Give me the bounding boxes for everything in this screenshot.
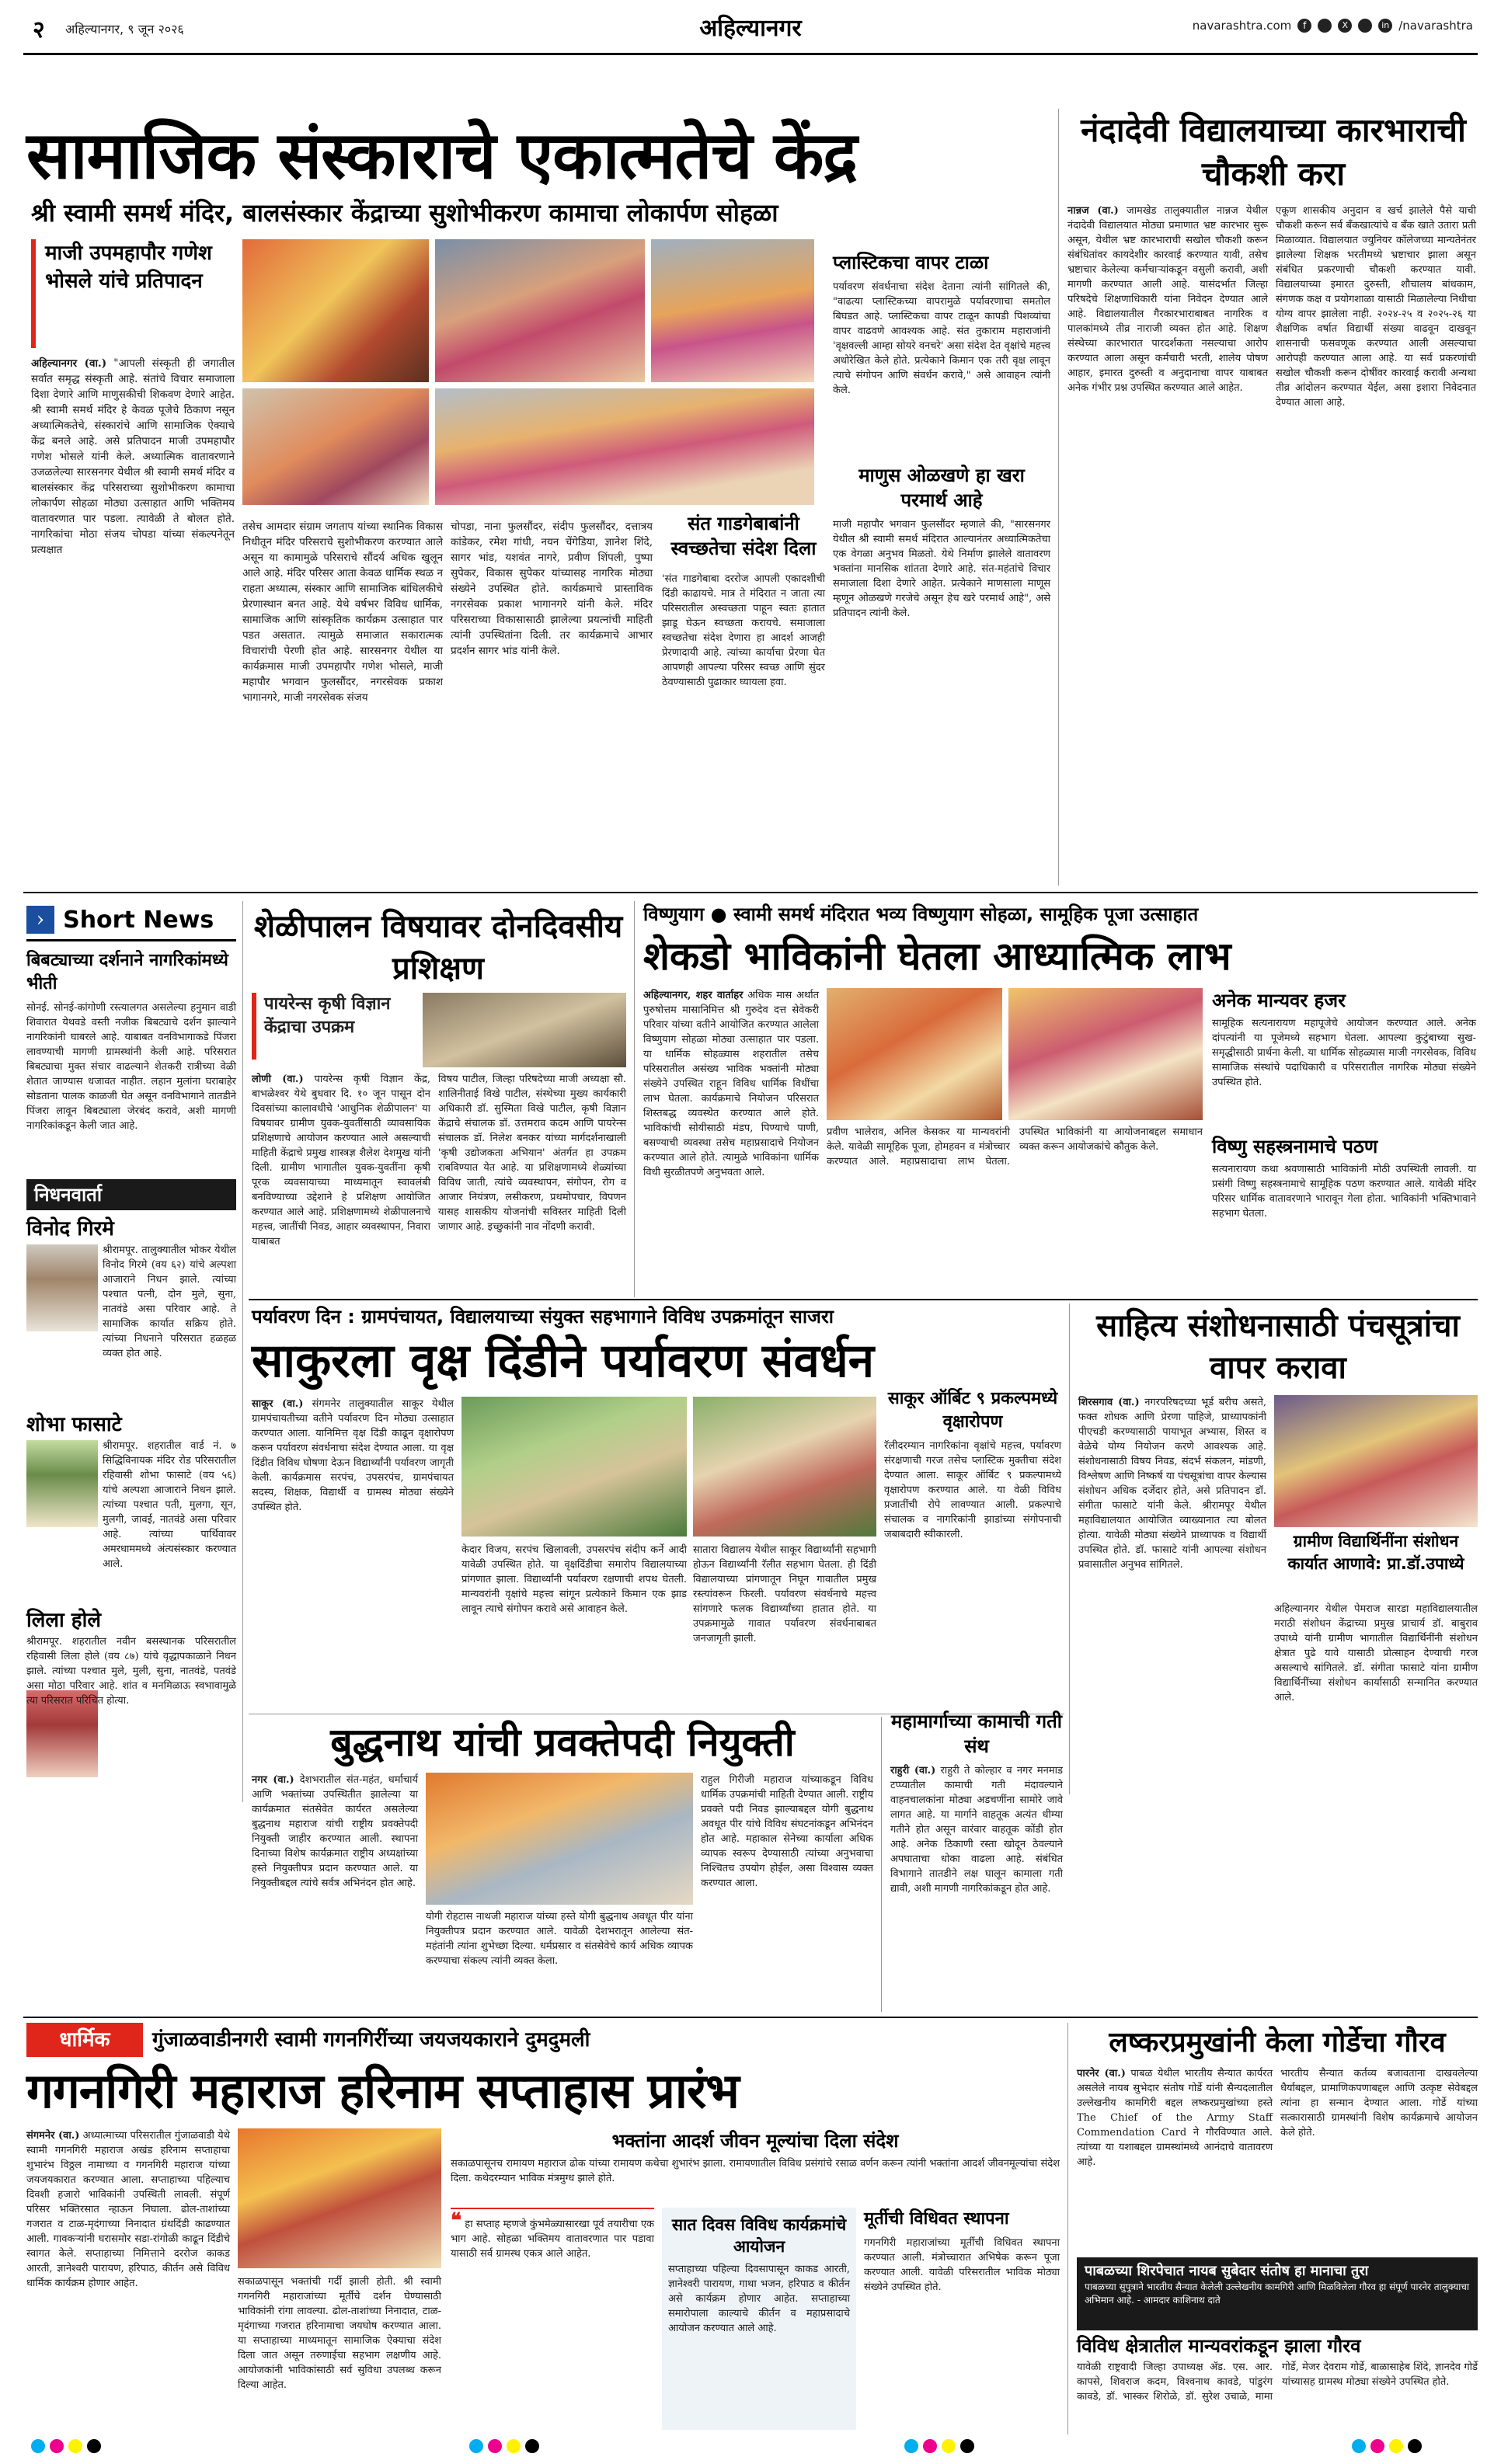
obit-body-1: श्रीरामपूर. तालुक्यातील भोकर येथील विनोद गिरमे (वय ६२) यांचे अल्पशा आजाराने निधन झाले. त्यांच्या पश्चात पत्नी, दोन मुले, सुना, नातवंडे असा परिवार आहे. ते सामाजिक कार्यात सक्रिय होते. त्यांच्या निधनाने परिसरात हळहळ व्यक्त होत आहे.	[103, 1244, 236, 1359]
lead-photo-crowd-4	[435, 388, 814, 505]
lead-photo-crowd-1	[435, 239, 645, 382]
sant-headline: संत गाडगेबाबांनी स्वच्छतेचा संदेश दिला	[670, 513, 817, 559]
site-link[interactable]: navarashtra.com	[1192, 19, 1292, 33]
registration-marks-mid	[904, 2439, 1013, 2458]
dharmik-quote: ❝ हा सप्ताह म्हणजे कुंभमेळ्यासारखा पूर्व तयारीचा एक भाग आहे. सोहळा भक्तिमय वातावरणात पार पडावा यासाठी सर्व ग्रामस्थ एकत्र आले आहेत.	[451, 2208, 654, 2430]
lead-subhead: श्री स्वामी समर्थ मंदिर, बालसंस्कार केंद्राच्या सुशोभीकरण कामाचा लोकार्पण सोहळा	[31, 198, 778, 228]
vividh-headline: विविध क्षेत्रातील मान्यवरांकडून झाला गौरव	[1077, 2335, 1361, 2357]
army-column-1: पारनेर (वा.) पाबळ येथील भारतीय सैन्यात कार्यरत असलेले नायब सुभेदार संतोष गोर्डे यांनी सैन्यदलातील उल्लेखनीय कामगिरी बद्दल लष्करप्रमुखांच्या हस्ते The Chief of the Army Staff Commendation Card ने गौरविण्यात आले. त्यांच्या या यशाबद्दल ग्रामस्थांमध्ये आनंदाचे वातावरण आहे.	[1077, 2068, 1273, 2168]
dharmik-kicker: गुंजाळवाडीनगरी स्वामी गगनगिरींच्या जयजयकाराने दुमदुमली	[152, 2028, 590, 2052]
sheli-headline: शेळीपालन विषयावर दोनदिवसीय प्रशिक्षण	[253, 909, 623, 987]
bhakta-headline: भक्तांना आदर्श जीवन मूल्यांचा दिला संदेश	[611, 2130, 899, 2152]
env-column-2: केदार विजय, सरपंच खिलावली, उपसरपंच संदीप कर्ने आदी यावेळी उपस्थित होते. या वृक्षदिंडीचा समारोप विद्यालयाच्या प्रांगणात झाला. विद्यार्थ्यांनी पर्यावरण रक्षणाची शपथ घेतली. मान्यवरांनी वृक्षांचे महत्त्व सांगून प्रत्येकाने किमान एक झाड लावून त्याचे संगोपन करावे असे आवाहन केले.	[461, 1544, 687, 1615]
vividh-body: यावेळी राष्ट्रवादी जिल्हा उपाध्यक्ष ॲड. एस. आर. कापसे, शिवराज कदम, विश्वनाथ कावडे, पांडुरंग कावडे, डॉ. भास्कर शिरोळे, डॉ. सुरेश उचाळे, मामा गोर्डे, मेजर देवराम गोर्डे, बाळासाहेब शिंदे, ज्ञानदेव गोर्डे यांच्यासह ग्रामस्थ मोठ्या संख्येने उपस्थित होते.	[1077, 2361, 1478, 2403]
env-column-3: सातारा विद्यालय येथील साकूर विद्यार्थ्यांनी सहभागी होऊन विद्यार्थ्यांनी रॅलीत सहभाग घेतला. ही दिंडी विद्यालयाच्या प्रांगणातून निघून गावातील प्रमुख रस्त्यांवरून फिरली. पर्यावरण संवर्धनाचे महत्त्व सांगणारे फलक विद्यार्थ्यांच्या हातात होते. या उपक्रमामुळे गावात पर्यावरण संवर्धनाबाबत जनजागृती झाली.	[693, 1544, 876, 1644]
bhakta-body: सकाळपासूनच रामायण महाराज ढोक यांच्या रामायण कथेचा शुभारंभ झाला. रामायणातील विविध प्रसंगांचे रसाळ वर्णन करून त्यांनी भक्तांना आदर्श जीवनमूल्यांचा संदेश दिला. कथेदरम्यान भाविक मंत्रमुग्ध झाले होते.	[451, 2158, 1060, 2184]
social-handle[interactable]: /navarashtra	[1398, 19, 1473, 33]
saat-box: सात दिवस विविध कार्यक्रमांचे आयोजन सप्ताहाच्या पहिल्या दिवसापासून काकड आरती, ज्ञानेश्वरी पारायण, गाथा भजन, हरिपाठ व कीर्तन असे कार्यक्रम होणार आहेत. सप्ताहाच्या समारोपाला काल्याचे कीर्तन व महाप्रसादाचे आयोजन करण्यात आले आहे.	[662, 2208, 856, 2430]
obit-body-3-cont	[103, 1690, 236, 1768]
dharmik-headline: गगनगिरी महाराज हरिनाम सप्ताहास प्रारंभ	[26, 2062, 739, 2119]
vishnu-column-1: अहिल्यानगर, शहर वार्ताहर अधिक मास अर्थात पुरुषोत्तम मासानिमित्त श्री गुरुदेव दत्त सेवेकरी परिवार यांच्या वतीने आयोजित करण्यात आलेला विष्णुयाग सोहळा मोठ्या उत्साहात पार पडला. या धार्मिक सोहळ्यास शहरातील तसेच परिसरातील असंख्य भाविक भक्तांनी मोठ्या संख्येने उपस्थित राहून विविध धार्मिक विधींचा लाभ घेतला. कार्यक्रमाचे नियोजन परिसरात शिस्तबद्ध व्यवस्थेत करण्यात आले होते. भाविकांची सोयीसाठी मंडप, पिण्याचे पाणी, बसण्याची व्यवस्था तसेच महाप्रसादाचे नियोजन करण्यात आले होते. त्यामुळे भाविकांना धार्मिक विधी सुरळीतपणे अनुभवता आले.	[643, 990, 819, 1178]
edition-title: अहिल्यानगर	[699, 15, 802, 42]
nanda-column-1: नान्नज (वा.) जामखेड तालुक्यातील नान्नज येथील नंदादेवी विद्यालयात मोठ्या प्रमाणात भ्रष्ट कारभार सुरू असून, येथील भ्रष्ट कारभाराची सखोल चौकशी करून संबंधितांवर कायदेशीर कारवाई करण्यात यावी, तसेच भ्रष्टाचार केलेल्या कर्मचाऱ्यांकडून वसुली करावी, अशी मागणी करण्यात आली आहे. यासंदर्भात जिल्हा परिषदेचे शिक्षणाधिकारी यांना निवेदन देण्यात आले आहे. विद्यालयातील गैरकारभाराबाबत नागरिक व पालकांमध्ये तीव्र नाराजी व्यक्त होत आहे. शिक्षण संस्थेच्या कारभारात पारदर्शकता नसल्याचा आरोप करण्यात आला असून कर्मचारी भरती, शालेय पोषण आहार, इमारत दुरुस्ती व अनुदानाचा वापर याबाबत अनेक गंभीर प्रश्न उपस्थित करण्यात आले आहेत.	[1067, 205, 1268, 394]
env-kicker: पर्यावरण दिन : ग्रामपंचायत, विद्यालयाच्या संयुक्त सहभागाने विविध उपक्रमांतून साजरा	[252, 1306, 834, 1328]
env-side-body: रॅलीदरम्यान नागरिकांना वृक्षांचे महत्त्व, पर्यावरण संरक्षणाची गरज तसेच प्लास्टिक मुक्तीचा संदेश देण्यात आला. साकूर ऑर्बिट ९ प्रकल्पामध्ये वृक्षारोपण करण्यात आले. या वेळी विविध प्रजातींची रोपे लावण्यात आली. प्रकल्पाचे संचालक व नागरिकांनी झाडांच्या संगोपनाची जबाबदारी स्वीकारली.	[884, 1440, 1061, 1540]
buddha-photo	[426, 1773, 693, 1905]
sahitya-photo	[1274, 1395, 1478, 1527]
quote-icon: ❝	[451, 2209, 461, 2233]
obits-label: निधनवार्ता	[26, 1179, 236, 1210]
sant-body: 'संत गाडगेबाबा दररोज आपली एकादशीची दिंडी काढायचे. मात्र ते मंदिरात न जाता त्या परिसरातील अस्वच्छता पाहून स्वतः हातात झाडू घेऊन स्वच्छता करायचे. समाजाला स्वच्छतेचा संदेश देणारा हा आदर्श आजही प्रेरणादायी आहे. त्यांच्या कार्याचा प्रेरणा घेत आपणही आपल्या परिसर स्वच्छ आणि सुंदर ठेवण्यासाठी पुढाकार घ्यायला हवा.	[662, 573, 825, 688]
lead-photo-temple	[242, 239, 429, 382]
registration-marks-right	[1352, 2439, 1461, 2458]
buddha-column-3: राहुल गिरीजी महाराज यांच्याकडून विविध धार्मिक उपक्रमांची माहिती देण्यात आली. राष्ट्रीय प्रवक्ते पदी निवड झाल्याबद्दल योगी बुद्धनाथ अवधूत पीर यांचे विविध संघटनांकडून अभिनंदन होत आहे. महाकाल सेनेच्या कार्याला अधिक व्यापक स्वरूप देण्यासाठी त्यांच्या अनुभवाचा निश्चितच उपयोग होईल, असा विश्वास व्यक्त करण्यात आला.	[701, 1774, 873, 1889]
plastic-headline: प्लास्टिकचा वापर टाळा	[833, 252, 989, 273]
lead-side-title: माजी उपमहापौर गणेश भोसले यांचे प्रतिपादन	[31, 239, 230, 348]
page-date: अहिल्यानगर, ९ जून २०२६	[65, 22, 184, 37]
facebook-icon[interactable]: f	[1297, 19, 1311, 33]
sheli-kicker: पायरेन्स कृषी विज्ञान केंद्राचा उपक्रम	[252, 993, 415, 1060]
sahitya-award-headline: ग्रामीण विद्यार्थिनींना संशोधन कार्यात आणावे: प्रा.डॉ.उपाध्ये	[1287, 1532, 1464, 1573]
registration-marks-left	[31, 2439, 140, 2458]
page-header	[0, 0, 1501, 54]
registration-marks-center	[469, 2439, 578, 2458]
short-news-title: बिबट्याच्या दर्शनाने नागरिकांमध्ये भीती	[26, 951, 228, 994]
short-news-label: › Short News	[26, 906, 236, 941]
obit-body-3: श्रीरामपूर. शहरातील नवीन बसस्थानक परिसरातील रहिवासी लिला होले (वय ८७) यांचे वृद्धापकाळाने निधन झाले. त्यांच्या पश्चात मुले, मुली, सुना, नातवंडे, पतवंडे असा मोठा परिवार आहे. शांत व मनमिळाऊ स्वभावामुळे त्या परिसरात परिचित होत्या.	[26, 1636, 236, 1707]
dharmik-tag: धार्मिक	[26, 2023, 143, 2057]
manus-headline: माणुस ओळखणे हा खरा परमार्थ आहे	[858, 465, 1025, 511]
obit-photo-1	[26, 1244, 98, 1331]
nanda-column-2: एकूण शासकीय अनुदान व खर्च झालेले पैसे याची चौकशी करून सर्व बँकखात्यांचे व बँक खाते उतारा प्रती मिळाव्यात. विद्यालयात ज्युनियर कॉलेजच्या मान्यतेनंतर झालेल्या शिक्षक भरतीमध्ये भ्रष्टाचार झाला असून संबंधित प्रकरणाची चौकशी करण्यात यावी. विद्यालयाच्या इमारत दुरुस्ती, शौचालय बांधकाम, संगणक कक्ष व प्रयोगशाळा यासाठी मिळालेल्या निधीचा योग्य वापर झालेला नाही. २०२४-२५ व २०२५-२६ या शैक्षणिक वर्षात विद्यार्थी संख्या वाढवून दाखवून शासनाची फसवणूक करण्यात आली असल्याचा आरोपही करण्यात आला आहे. या सर्व प्रकरणांची सखोल चौकशी करून दोषींवर कारवाई करावी अन्यथा तीव्र आंदोलन करण्यात येईल, असा इशारा निवेदनात देण्यात आला आहे.	[1276, 205, 1476, 409]
lead-column-3: चोपडा, नाना फुलसौंदर, संदीप फुलसौंदर, दत्तात्रय कांडेकर, रमेश गांधी, नयन चेंगेडिया, ज्ञानेश शिंदे, सागर भांड, यशवंत नागरे, प्रवीण शिंपली, पुष्पा सुपेकर, विकास सुपेकर यांच्यासह नागरिक मोठ्या संख्येने उपस्थित होते. कार्यक्रमाचे प्रास्ताविक नगरसेवक प्रकाश भागानगरे यांनी केले. मंदिर परिसराच्या विकासासाठी झालेल्या प्रयत्नांची माहिती त्यांनी उपस्थितांना दिली. तर कार्यक्रमाचे आभार प्रदर्शन सागर भांड यांनी केले.	[451, 520, 653, 657]
lead-headline: सामाजिक संस्काराचे एकात्मतेचे केंद्र	[26, 117, 857, 193]
manus-body: माजी महापौर भगवान फुलसौंदर म्हणाले की, "सारसनगर येथील श्री स्वामी समर्थ मंदिरात आल्यानंतर अध्यात्मिकतेचा एक वेगळा अनुभव मिळतो. येथे निर्माण झालेले वातावरण भक्तांना मानसिक शांतता देणारे आहे. संत-महंतांचे विचार समाजाला दिशा देणारे आहेत. प्रत्येकाने माणसाला माणूस म्हणून ओळखणे गरजेचे असून हेच खरे परमार्थ आहे", असे प्रतिपादन त्यांनी केले.	[833, 519, 1050, 619]
vishnu-guests-body: सामूहिक सत्यनारायण महापूजेचे आयोजन करण्यात आले. अनेक दांपत्यांनी या पूजेमध्ये सहभाग घेतला. आपल्या कुटुंबाच्या सुख-समृद्धीसाठी प्रार्थना केली. या धार्मिक सोहळ्यास माजी नगरसेवक, विविध सामाजिक संस्थांचे पदाधिकारी व परिसरातील नागरिक मोठ्या संख्येने उपस्थित होते.	[1212, 1018, 1476, 1088]
highway-body: राहुरी (वा.) राहुरी ते कोल्हार व नगर मनमाड टप्प्यातील कामाची गती मंदावल्याने वाहनचालकांना मोठ्या अडचणींना सामोरे जावे लागत आहे. या मार्गाने वाहतूक अत्यंत धीम्या गतीने होत असून वारंवार वाहतूक कोंडी होत आहे. अनेक ठिकाणी रस्ता खोदून ठेवल्याने अपघाताचा धोका वाढला आहे. संबंधित विभागाने तातडीने लक्ष घालून कामाला गती द्यावी, अशी मागणी नागरिकांकडून होत आहे.	[890, 1765, 1063, 1895]
obit-name-3: लिला होले	[26, 1609, 101, 1632]
short-news-list	[26, 949, 236, 1175]
dharmik-column-1: संगमनेर (वा.) अध्यात्माच्या परिसरातील गुंजाळवाडी येथे स्वामी गगनगिरी महाराज अखंड हरिनाम सप्ताहाचा शुभारंभ विठ्ठल नामाच्या व गगनगिरी महाराज यांच्या जयजयकारात करण्यात आला. सप्ताहाच्या पहिल्याच दिवशी हजारो भाविकांनी उपस्थिती लावली. संपूर्ण परिसर भक्तिरसात न्हाऊन निघाला. ढोल-ताशांच्या गजरात व टाळ-मृदंगाच्या निनादात ग्रंथदिंडी काढण्यात आली. गावकऱ्यांनी घरासमोर सडा-रांगोळी काढून दिंडीचे स्वागत केले. सप्ताहाच्या निमित्ताने दररोज काकड आरती, ज्ञानेश्वरी पारायण, हरिपाठ, कीर्तन असे विविध धार्मिक कार्यक्रम होणार आहेत.	[26, 2130, 230, 2289]
obit-name-1: विनोद गिरमे	[26, 1217, 114, 1241]
sheli-photo	[423, 993, 626, 1067]
murti-headline: मूर्तीची विधिवत स्थापना	[864, 2209, 1009, 2229]
env-headline: साकुरला वृक्ष दिंडीने पर्यावरण संवर्धन	[252, 1334, 875, 1388]
vishnu-sahasra-headline: विष्णु सहस्त्रनामाचे पठण	[1212, 1136, 1378, 1157]
env-column-1: साकूर (वा.) संगमनेर तालुक्यातील साकूर येथील ग्रामपंचायतीच्या वतीने पर्यावरण दिन मोठ्या उत्साहात करण्यात आला. यानिमित्त वृक्ष दिंडी काढून वृक्षारोपण करून पर्यावरण संवर्धनाचा संदेश देण्यात आला. या वृक्ष दिंडीत विविध घोषणा देऊन विद्यार्थ्यांनी पर्यावरण जागृती केली. कार्यक्रमास सरपंच, उपसरपंच, ग्रामपंचायत सदस्य, शिक्षक, विद्यार्थी व ग्रामस्थ मोठ्या संख्येने उपस्थित होते.	[252, 1398, 454, 1513]
buddha-headline: बुद्धनाथ यांची प्रवक्तेपदी नियुक्ती	[330, 1720, 795, 1765]
vishnu-photo-1	[827, 988, 1002, 1120]
x-icon[interactable]: X	[1338, 19, 1352, 33]
murti-body: गगनगिरी महाराजांच्या मूर्तीची विधिवत स्थापना करण्यात आली. मंत्रोच्चारात अभिषेक करून पूजा करण्यात आली. यावेळी परिसरातील भाविक मोठ्या संख्येने उपस्थित होते.	[864, 2237, 1060, 2293]
lead-column-2: तसेच आमदार संग्राम जगताप यांच्या स्थानिक विकास निधीतून मंदिर परिसराचे सुशोभीकरण करण्यात आले असून या कामामुळे परिसराचे सौंदर्य अधिक खुलून आले आहे. मंदिर परिसर आता केवळ धार्मिक स्थळ न राहता अध्यात्म, संस्कार आणि सामाजिक बांधिलकीचे प्रेरणास्थान बनत आहे. येथे वर्षभर विविध धार्मिक, सामाजिक आणि सांस्कृतिक कार्यक्रम उत्साहात पार पडत असतात. त्यामुळे समाजात सकारात्मक विचारांची पेरणी होत आहे. सारसनगर येथील या कार्यक्रमास माजी उपमहापौर गणेश भोसले, माजी महापौर भगवान फुलसौंदर, नगरसेवक प्रकाश भागानगरे, माजी नगरसेवक संजय	[242, 520, 443, 704]
env-photo-1	[461, 1397, 687, 1537]
page-number: २	[33, 16, 45, 44]
vishnu-sahasra-body: सत्यनारायण कथा श्रवणासाठी भाविकांनी मोठी उपस्थिती लावली. या प्रसंगी विष्णु सहस्त्रनामाचे सामूहिक पठण करण्यात आले. यावेळी मंदिर परिसर धार्मिक वातावरणाने भारावून गेला होता. भाविकांनी भक्तिभावाने सहभाग घेतला.	[1212, 1164, 1476, 1220]
dharmik-column-2: सकाळपासून भक्तांची गर्दी झाली होती. श्री स्वामी गगनगिरी महाराजांच्या मूर्तीचे दर्शन घेण्यासाठी भाविकांनी रांगा लावल्या. ढोल-ताशांच्या निनादात, टाळ-मृदंगाच्या गजरात हरिनामाचा जयघोष करण्यात आला. या सप्ताहाच्या माध्यमातून सामाजिक ऐक्याचा संदेश दिला जात असून तरुणाईचा सहभाग लक्षणीय आहे. आयोजकांनी भाविकांसाठी सर्व सुविधा उपलब्ध करून दिल्या आहेत.	[238, 2276, 441, 2391]
army-caption-box: पाबळच्या शिरपेचात नायब सुबेदार संतोष हा मानाचा तुरा पाबळच्या सुपुत्राने भारतीय सैन्यात केलेली उल्लेखनीय कामगिरी आणि मिळविलेला गौरव हा संपूर्ण पारनेर तालुक्याचा अभिमान आहे. - आमदार काशिनाथ दाते	[1077, 2257, 1478, 2330]
buddha-column-2: योगी रोहटास नाथजी महाराज यांच्या हस्ते योगी बुद्धनाथ अवधूत पीर यांना नियुक्तीपत्र प्रदान करण्यात आले. यावेळी देशभरातून आलेल्या संत-महंतांनी त्यांना शुभेच्छा दिल्या. धर्मप्रसार व संतसेवेचे कार्य अधिक व्यापक करण्याचा संकल्प त्यांनी व्यक्त केला.	[426, 1911, 693, 1967]
obit-body-2: श्रीरामपूर. शहरातील वार्ड नं. ७ सिद्धिविनायक मंदिर रोड परिसरातील रहिवासी शोभा फासाटे (वय ५६) यांचे अल्पशा आजाराने निधन झाले. त्यांच्या पश्चात पती, मुलगा, सून, मुलगी, जावई, नातवंडे असा परिवार आहे. त्यांच्या पार्थिवावर अमरधाममध्ये अंत्यसंस्कार करण्यात आले.	[103, 1440, 236, 1570]
env-side-headline: साकूर ऑर्बिट ९ प्रकल्पमध्ये वृक्षारोपण	[887, 1389, 1058, 1432]
lead-photo-crowd-2	[651, 239, 814, 382]
obit-name-2: शोभा फासाटे	[26, 1413, 122, 1436]
army-headline: लष्करप्रमुखांनी केला गोर्डेचा गौरव	[1109, 2027, 1446, 2059]
vishnu-guests-headline: अनेक मान्यवर हजर	[1212, 990, 1346, 1011]
vishnu-headline: शेकडो भाविकांनी घेतला आध्यात्मिक लाभ	[643, 934, 1231, 979]
lead-photo-crowd-3	[242, 388, 429, 505]
sahitya-body: शिरसगाव (वा.) नगरपरिषदच्या भूर्ड बरीच असते, फक्त शोधक आणि प्रेरणा पाहिजे, प्राध्यापकांनी पीएचडी करण्यासाठी पायाभूत अभ्यास, शिस्त व वेळेचे योग्य नियोजन करणे आवश्यक आहे. संशोधनासाठी विषय निवड, संदर्भ संकलन, मांडणी, विश्लेषण आणि निष्कर्ष या पंचसूत्रांचा वापर केल्यास संशोधन अधिक दर्जेदार होते, असे प्रतिपादन डॉ. संगीता फासाटे यांनी केले. श्रीरामपूर येथील महाविद्यालयात आयोजित व्याख्यानात त्या बोलत होत्या. यावेळी मोठ्या संख्येने प्राध्यापक व विद्यार्थी उपस्थित होते. डॉ. फासाटे यांनी आपल्या संशोधन प्रवासातील अनुभव सांगितले.	[1078, 1397, 1266, 1571]
buddha-column-1: नगर (वा.) देशभरातील संत-महंत, धर्माचार्य आणि भक्तांच्या उपस्थितीत झालेल्या या कार्यक्रमात संतसेवेत कार्यरत असलेल्या बुद्धनाथ महाराज यांची राष्ट्रीय प्रवक्तेपदी नियुक्ती जाहीर करण्यात आली. स्थापना दिनाच्या विशेष कार्यक्रमात राष्ट्रीय अध्यक्षांच्या हस्ते नियुक्तीपत्र प्रदान करण्यात आले. या नियुक्तीबद्दल त्यांचे सर्वत्र अभिनंदन होत आहे.	[252, 1774, 418, 1889]
instagram-icon[interactable]	[1318, 19, 1332, 33]
arrow-right-icon: ›	[26, 906, 54, 934]
dharmik-photo	[238, 2128, 441, 2268]
env-photo-2	[693, 1397, 876, 1537]
nanda-headline: नंदादेवी विद्यालयाच्या कारभाराची चौकशी करा	[1081, 111, 1466, 193]
vishnu-column-2: प्रवीण भालेराव, अनिल केसकर या मान्यवरांनी केले. यावेळी सामूहिक पूजा, होमहवन व मंत्रोच्चार करण्यात आले. महाप्रसादाचा लाभ घेतला. उपस्थित भाविकांनी या आयोजनाबद्दल समाधान व्यक्त करून आयोजकांचे कौतुक केले.	[827, 1126, 1203, 1168]
highway-headline: महामार्गाच्या कामाची गती संथ	[890, 1711, 1063, 1757]
sahitya-award-body: अहिल्यानगर येथील पेमराज सारडा महाविद्यालयातील मराठी संशोधन केंद्राच्या प्रमुख प्राचार्य डॉ. बाबुराव उपाध्ये यांनी ग्रामीण भागातील विद्यार्थिनींनी संशोधन क्षेत्रात पुढे यावे यासाठी प्रोत्साहन देण्याची गरज असल्याचे सांगितले. डॉ. संगीता फासाटे यांना ग्रामीण विद्यार्थिनींच्या संशोधन कार्यासाठी सन्मानित करण्यात आले.	[1274, 1603, 1478, 1704]
sheli-column-2: विषय पाटील, जिल्हा परिषदेच्या माजी अध्यक्षा सौ. शालिनीताई विखे पाटील, संस्थेच्या मुख्य कार्यकारी अधिकारी डॉ. सुस्मिता विखे पाटील, कृषी विज्ञान केंद्राचे संचालक डॉ. उत्तमराव कदम आणि पायरेन्स संचालक डॉ. निलेश बनकर यांच्या मार्गदर्शनाखाली 'कृषी उद्योजकता अभियान' अंतर्गत हा उपक्रम राबविण्यात येत आहे. या प्रशिक्षणामध्ये शेळ्यांच्या विविध जाती, त्यांचे व्यवस्थापन, संगोपन, रोग व आजार नियंत्रण, लसीकरण, प्रथमोपचार, विपणन यासह शासकीय योजनांची सविस्तर माहिती दिली जाणार आहे. इच्छुकांनी नाव नोंदणी करावी.	[438, 1074, 626, 1233]
plastic-body: पर्यावरण संवर्धनाचा संदेश देताना त्यांनी सांगितले की, "वाढत्या प्लास्टिकच्या वापरामुळे पर्यावरणाचा समतोल बिघडत आहे. प्लास्टिकचा वापर टाळून कापडी पिशव्यांचा वापर वाढवणे आवश्यक आहे. संत तुकाराम महाराजांनी 'वृक्षवल्ली आम्हा सोयरे वनचरे' असा संदेश देत वृक्षांचे महत्त्व अधोरेखित केले होते. प्रत्येकाने किमान एक तरी वृक्ष लावून त्याचे संगोपन आणि संवर्धन करावे," असे आवाहन त्यांनी केले.	[833, 281, 1050, 396]
vishnu-photo-2	[1008, 988, 1203, 1120]
youtube-icon[interactable]	[1358, 19, 1372, 33]
lead-column-1: अहिल्यानगर (वा.) "आपली संस्कृती ही जगातील सर्वात समृद्ध संस्कृती आहे. संतांचे विचार समाजाला दिशा देणारे आणि माणुसकीची शिकवण देणारे आहेत. श्री स्वामी समर्थ मंदिर हे केवळ पूजेचे ठिकाण नसून अध्यात्मिकतेचे, संस्कारांचे आणि सामाजिक ऐक्याचे केंद्र बनले आहे. असे प्रतिपादन माजी उपमहापौर गणेश भोसले यांनी केले. अध्यात्मिक वातावरणाने उजळलेल्या सारसनगर येथील श्री स्वामी समर्थ मंदिर व बालसंस्कार केंद्र परिसराच्या सुशोभीकरण कामाचा लोकार्पण सोहळा मोठ्या उत्साहात आणि भक्तिमय वातावरणात पार पडला. त्यावेळी ते बोलत होते. नागरिकांचा मोठा संजय चोपडा यांच्या संकल्पनेतून प्रत्यक्षात	[31, 357, 235, 556]
vishnu-kicker: विष्णुयाग ● स्वामी समर्थ मंदिरात भव्य विष्णुयाग सोहळा, सामूहिक पूजा उत्साहात	[643, 903, 1199, 925]
obit-photo-2	[26, 1440, 98, 1527]
sheli-column-1: लोणी (वा.) पायरेन्स कृषी विज्ञान केंद्र, बाभळेश्वर येथे बुधवार दि. १० जून पासून दोन दिवसांच्या कालावधीचे 'आधुनिक शेळीपालन' या विषयावर ग्रामीण युवक-युवतींसाठी व्यावसायिक प्रशिक्षणाचे आयोजन करण्यात आले असल्याची माहिती केंद्राचे प्रमुख शास्त्रज्ञ शैलेश देशमुख यांनी दिली. ग्रामीण भागातील युवक-युवतींना कृषी पूरक व्यवसायाच्या माध्यमातून स्वावलंबी बनविण्याच्या उद्देशाने हे प्रशिक्षण आयोजित करण्यात आले आहे. प्रशिक्षणामध्ये शेळीपालनाचे महत्त्व, जातींची निवड, आहार व्यवस्थापन, निवारा याबाबत	[252, 1074, 431, 1248]
army-column-2: भारतीय सैन्यात कर्तव्य बजावताना दाखवलेल्या धैर्याबद्दल, प्रामाणिकपणाबद्दल आणि उत्कृष्ट सेवेबद्दल त्यांना हा सन्मान देण्यात आला. गोर्डे यांच्या सत्कारासाठी ग्रामस्थांनी विशेष कार्यक्रमाचे आयोजन केले होते.	[1280, 2068, 1478, 2139]
short-news-body: सोनई. सोनई-कांगोणी रस्त्यालगत असलेल्या हनुमान वाडी शिवारात येथवडे वस्ती नजीक बिबट्याचे दर्शन झाल्याने नागरिकांनी घाबरले आहे. याबाबत वनविभागाकडे पिंजरा लावण्याची मागणी ग्रामस्थांनी केली आहे. परिसरात बिबट्याचा मुक्त संचार वाढल्याने शेतकरी रात्रीच्या वेळी शेतात जाण्यास धजावत नाहीत. लहान मुलांना घराबाहेर सोडताना पालक काळजी घेत असून वनविभागाने तातडीने पिंजरा लावून बिबट्याला जेरबंद करावे, अशी मागणी नागरिकांकडून केली जात आहे.	[26, 1002, 236, 1132]
linkedin-icon[interactable]: in	[1378, 19, 1392, 33]
sahitya-headline: साहित्य संशोधनासाठी पंचसूत्रांचा वापर करावा	[1096, 1308, 1460, 1386]
